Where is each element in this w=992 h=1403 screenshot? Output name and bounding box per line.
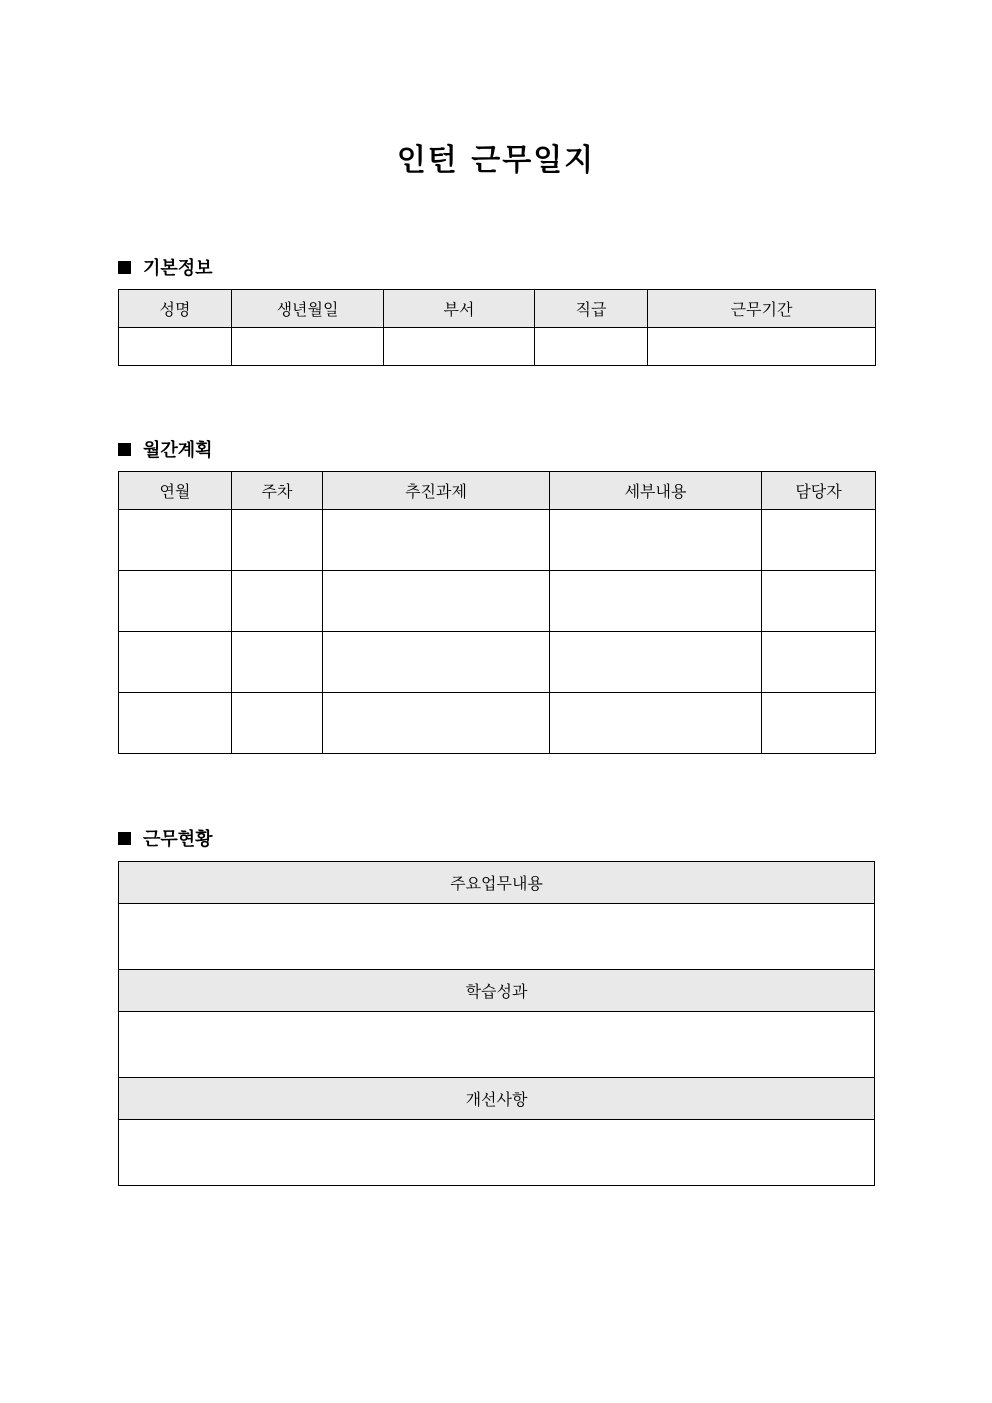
details-cell[interactable] [550, 510, 762, 571]
details-cell[interactable] [550, 693, 762, 754]
header-week: 주차 [232, 472, 323, 510]
week-cell[interactable] [232, 632, 323, 693]
document-title: 인턴 근무일지 [396, 143, 596, 178]
header-details: 세부내용 [550, 472, 762, 510]
table-row [119, 632, 876, 693]
owner-cell[interactable] [762, 510, 876, 571]
task-cell[interactable] [323, 693, 550, 754]
header-main-duties: 주요업무내용 [119, 862, 875, 904]
table-row [119, 571, 876, 632]
square-bullet-icon [118, 443, 131, 456]
main-duties-cell[interactable] [119, 904, 875, 970]
header-department: 부서 [384, 290, 535, 328]
square-bullet-icon [118, 261, 131, 274]
year-month-cell[interactable] [119, 632, 232, 693]
year-month-cell[interactable] [119, 510, 232, 571]
owner-cell[interactable] [762, 571, 876, 632]
table-row [119, 904, 875, 970]
department-cell[interactable] [384, 328, 535, 366]
section-heading-label: 월간계획 [143, 440, 213, 461]
year-month-cell[interactable] [119, 693, 232, 754]
birthdate-cell[interactable] [232, 328, 384, 366]
task-cell[interactable] [323, 510, 550, 571]
header-name: 성명 [119, 290, 232, 328]
basic-info-table [118, 289, 876, 366]
header-row [119, 1078, 875, 1120]
week-cell[interactable] [232, 571, 323, 632]
work-period-cell[interactable] [648, 328, 876, 366]
week-cell[interactable] [232, 693, 323, 754]
header-row [119, 862, 875, 904]
details-cell[interactable] [550, 632, 762, 693]
table-row [119, 1120, 875, 1186]
learning-outcomes-cell[interactable] [119, 1012, 875, 1078]
table-row [119, 1012, 875, 1078]
header-task: 추진과제 [323, 472, 550, 510]
section-heading-monthly-plan [118, 436, 213, 462]
task-cell[interactable] [323, 632, 550, 693]
header-row [119, 472, 876, 510]
owner-cell[interactable] [762, 693, 876, 754]
work-status-table [118, 861, 875, 1186]
section-heading-work-status [118, 825, 213, 851]
section-heading-basic-info [118, 254, 213, 280]
year-month-cell[interactable] [119, 571, 232, 632]
header-row [119, 970, 875, 1012]
table-row [119, 510, 876, 571]
header-owner: 담당자 [762, 472, 876, 510]
header-year-month: 연월 [119, 472, 232, 510]
table-row [119, 693, 876, 754]
position-cell[interactable] [535, 328, 648, 366]
header-row [119, 290, 876, 328]
header-improvements: 개선사항 [119, 1078, 875, 1120]
task-cell[interactable] [323, 571, 550, 632]
header-work-period: 근무기간 [648, 290, 876, 328]
header-position: 직급 [535, 290, 648, 328]
table-row [119, 328, 876, 366]
improvements-cell[interactable] [119, 1120, 875, 1186]
section-heading-label: 기본정보 [143, 258, 213, 279]
monthly-plan-table [118, 471, 876, 754]
details-cell[interactable] [550, 571, 762, 632]
name-cell[interactable] [119, 328, 232, 366]
section-heading-label: 근무현황 [143, 829, 213, 850]
week-cell[interactable] [232, 510, 323, 571]
header-birthdate: 생년월일 [232, 290, 384, 328]
header-learning-outcomes: 학습성과 [119, 970, 875, 1012]
owner-cell[interactable] [762, 632, 876, 693]
square-bullet-icon [118, 832, 131, 845]
